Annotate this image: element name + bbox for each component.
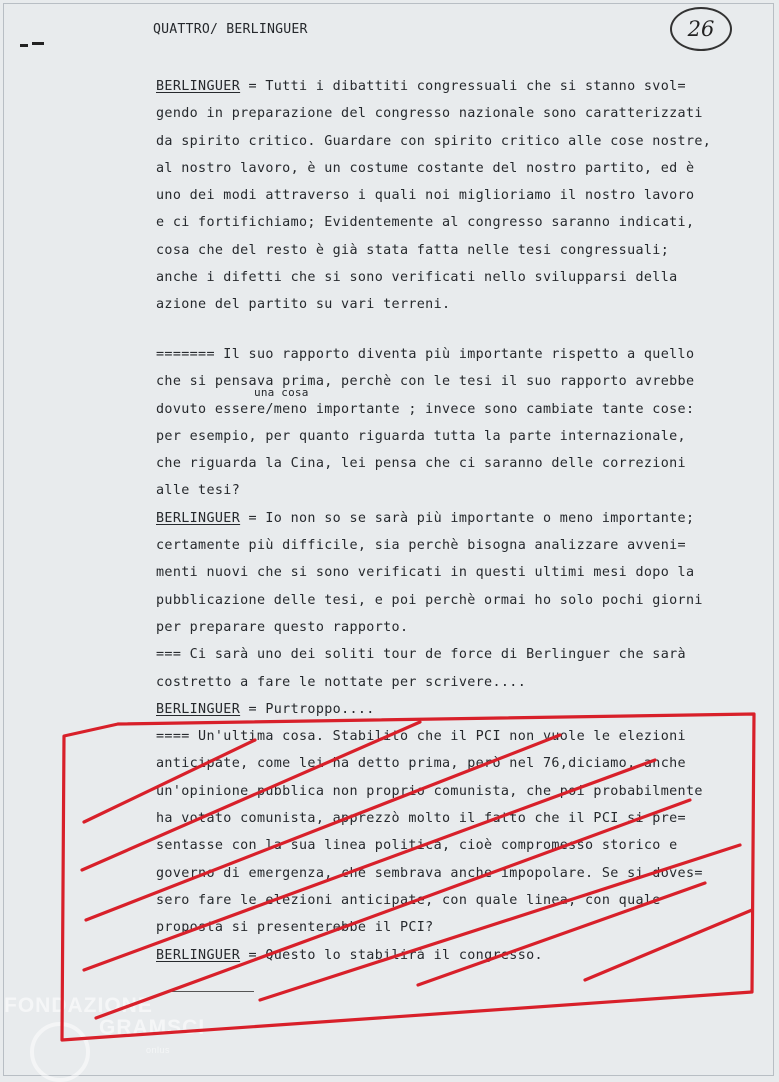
speaker-name: BERLINGUER (156, 79, 241, 94)
line-text: da spirito critico. Guardare con spirito critico alle cose nostre, (156, 133, 712, 149)
line-text: governo di emergenza, che sembrava anche impopolare. Se si doves= (156, 865, 703, 881)
line-text: un'opinione pubblica non proprio comunista, che poi probabilmente (156, 783, 703, 799)
speaker-name: BERLINGUER (156, 701, 241, 717)
line-text: che si pensava prima, perchè con le tesi il suo rapporto avrebbe (156, 374, 695, 390)
line-text: proposta si presenterebbe il PCI? (156, 920, 434, 936)
line-text: e ci fortifichiamo; Evidentemente al congresso saranno indicati, (156, 215, 695, 231)
line-text: alle tesi? (156, 483, 241, 499)
line-text: costretto a fare le nottate per scrivere.... (156, 674, 527, 690)
line-text: = Tutti i dibattiti congressuali che si stanno svol= (240, 79, 686, 94)
line-text: pubblicazione delle tesi, e poi perchè ormai ho solo pochi giorni (156, 592, 703, 608)
line-text: che riguarda la Cina, lei pensa che ci saranno delle correzioni (156, 456, 686, 472)
page-number-circled: 26 (670, 7, 732, 51)
line-text: dovuto essere/meno importante ; invece sono cambiate tante cose: (156, 401, 695, 417)
line-text: sentasse con la sua linea politica, cioè compromesso storico e (156, 838, 678, 854)
line-text: ======= Il suo rapporto diventa più importante rispetto a quello (156, 347, 695, 362)
speaker-name: BERLINGUER (156, 510, 241, 526)
watermark-line3: onlus (146, 1045, 171, 1055)
line-text: = Purtroppo.... (240, 701, 375, 717)
line-text: sero fare le elezioni anticipate, con quale linea, con quale (156, 892, 661, 908)
line-text: per esempio, per quanto riguarda tutta la parte internazionale, (156, 428, 686, 444)
line-text: azione del partito su vari terreni. (156, 297, 451, 313)
line-text: ha votato comunista, apprezzò molto il fatto che il PCI si pre= (156, 811, 686, 827)
line-text: cosa che del resto è già stata fatta nelle tesi congressuali; (156, 242, 670, 258)
red-strike-stroke (84, 740, 255, 822)
watermark-line2: GRAMSCI (99, 1016, 206, 1039)
speaker-name: BERLINGUER (156, 947, 241, 963)
line-text: certamente più difficile, sia perchè bisogna analizzare avveni= (156, 538, 686, 554)
watermark-line1: FONDAZIONE (4, 994, 153, 1017)
line-text: per preparare questo rapporto. (156, 619, 409, 635)
red-strike-stroke (96, 800, 690, 1018)
line-text: = Questo lo stabilirà il congresso. (240, 947, 543, 963)
line-text: = Io non so se sarà più importante o meno importante; (240, 510, 695, 526)
line-text: menti nuovi che si sono verificati in questi ultimi mesi dopo la (156, 565, 695, 581)
red-strike-stroke (84, 760, 655, 970)
line-text: al nostro lavoro, è un costume costante del nostro partito, ed è (156, 160, 695, 176)
red-strike-stroke (82, 722, 420, 870)
handwritten-insert: una cosa (254, 386, 309, 399)
line-text: === Ci sarà uno dei soliti tour de force di Berlinguer che sarà (156, 647, 686, 663)
line-text: ==== Un'ultima cosa. Stabilito che il PCI non vuole le elezioni (156, 729, 686, 745)
page-header: QUATTRO/ BERLINGUER (153, 22, 308, 37)
red-strike-stroke (585, 910, 752, 980)
line-text: anticipate, come lei ha detto prima, però nel 76,diciamo, anche (156, 756, 686, 772)
line-text: gendo in preparazione del congresso nazionale sono caratterizzati (156, 106, 703, 122)
line-text: anche i difetti che si sono verificati nello svilupparsi della (156, 270, 678, 286)
line-text: uno dei modi attraverso i quali noi miglioriamo il nostro lavoro (156, 188, 695, 204)
